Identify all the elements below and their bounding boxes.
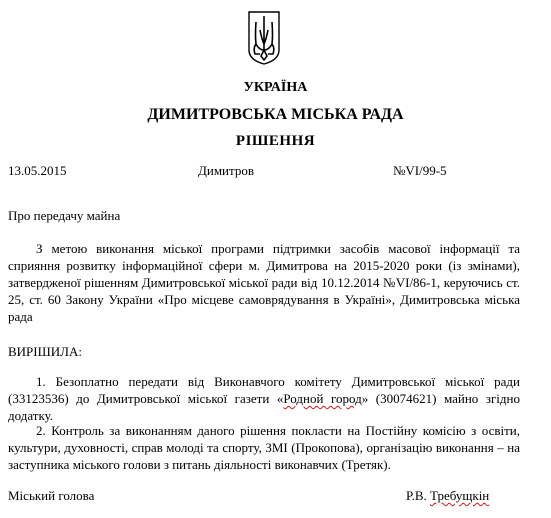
signature-row — [0, 487, 551, 504]
document-meta-row — [0, 162, 551, 179]
preamble-paragraph: З метою виконання міської програми підтримки засобів масової інформації та сприяння розвитку інформаційної сфери м. Димитрова на 2015-2020 роки (із змінами), затвердженої рішенням Димитровської міської ради від 10.12.2014 №VI/86-1, керуючись ст. 25, ст. 60 Закону України «Про місцеве самоврядування в Україні», Димитровська міська рада — [8, 241, 520, 324]
document-type-heading: РІШЕННЯ — [235, 133, 316, 149]
decision-city: Димитров — [198, 163, 254, 178]
resolved-label: ВИРІШИЛА: — [8, 344, 82, 359]
mayor-initials: Р.В. — [406, 488, 431, 503]
council-heading: ДИМИТРОВСЬКА МІСЬКА РАДА — [147, 106, 404, 123]
decision-number: №VI/99-5 — [393, 163, 447, 178]
decision-item-1 — [8, 373, 520, 424]
decision-item-2: 2. Контроль за виконанням даного рішення покласти на Постійну комісію з освіти, культури, духовності, справ молоді та спорту, ЗМІ (Прокопова), організацію виконання – на заступника міського голови з питань діяльності виконавчих (Третяк). — [8, 423, 520, 472]
decision-date: 13.05.2015 — [8, 163, 67, 178]
mayor-surname: Требущкін — [430, 488, 490, 503]
coat-of-arms-icon — [247, 10, 281, 66]
item-1-text-end: » (30074621) майно згідно додатку. — [8, 391, 520, 423]
item-1-text-start: 1. Безоплатно передати від Виконавчого комітету Димитровської міської ради (33123536) до Димитровської міської газети « — [8, 374, 520, 406]
mayor-name — [406, 487, 489, 504]
decision-subject: Про передачу майна — [8, 208, 121, 223]
newspaper-name: Родной город — [283, 391, 362, 406]
mayor-title: Міський голова — [8, 488, 95, 503]
country-heading: УКРАЇНА — [243, 80, 308, 95]
